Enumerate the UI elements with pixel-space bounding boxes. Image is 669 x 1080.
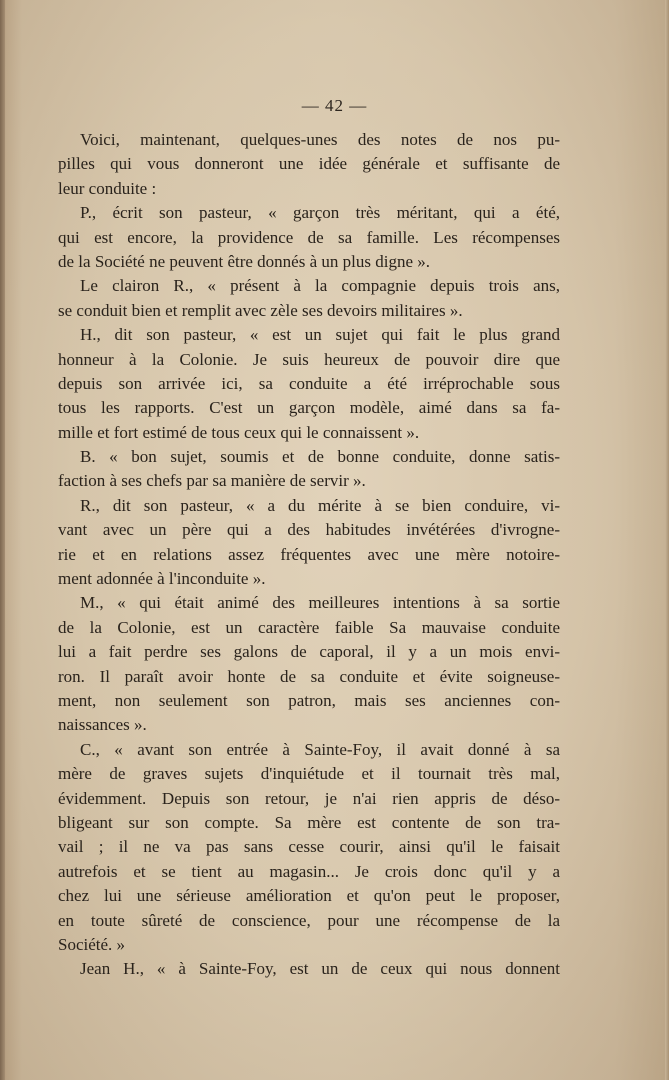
text-line: mille et fort estimé de tous ceux qui le connaissent ».	[58, 422, 420, 442]
text-line: C., « avant son entrée à Sainte-Foy, il avait donné à sa	[80, 739, 560, 759]
text-line: Le clairon R., « présent à la compagnie depuis trois ans,	[80, 276, 560, 296]
text-line: Jean H., « à Sainte-Foy, est un de ceux qui nous donnent	[80, 959, 560, 979]
text-line: rie et en relations assez fréquentes avec une mère notoire-	[58, 544, 560, 564]
page-left-edge	[0, 0, 5, 1080]
text-line: chez lui une sérieuse amélioration et qu'on peut le proposer,	[58, 886, 560, 906]
page-number: — 42 —	[301, 96, 368, 115]
text-line: vant avec un père qui a des habitudes invétérées d'ivrogne-	[58, 520, 560, 540]
text-line: lui a fait perdre ses galons de caporal, il y a un mois envi-	[58, 642, 560, 662]
text-line: M., « qui était animé des meilleures intentions à sa sortie	[80, 593, 560, 613]
text-line: Voici, maintenant, quelques-unes des notes de nos pu-	[80, 130, 560, 149]
text-line: de la Colonie, est un caractère faible Sa mauvaise conduite	[58, 617, 560, 637]
text-line: H., dit son pasteur, « est un sujet qui fait le plus grand	[80, 325, 560, 345]
text-line: naissances ».	[58, 715, 147, 735]
text-line: Société. »	[58, 934, 126, 954]
text-line: qui est encore, la providence de sa famille. Les récompenses	[58, 227, 560, 247]
text-line: autrefois et se tient au magasin... Je crois donc qu'il y a	[58, 861, 560, 881]
text-line: pilles qui vous donneront une idée générale et suffisante de	[58, 154, 560, 174]
text-line: ment, non seulement son patron, mais ses anciennes con-	[58, 690, 560, 710]
text-line: ron. Il paraît avoir honte de sa conduite et évite soigneuse-	[58, 666, 560, 686]
page-right-edge	[665, 0, 669, 1080]
text-line: tous les rapports. C'est un garçon modèle, aimé dans sa fa-	[58, 398, 560, 418]
text-line: faction à ses chefs par sa manière de servir ».	[58, 471, 366, 491]
text-line: évidemment. Depuis son retour, je n'ai rien appris de déso-	[58, 788, 560, 808]
text-line: de la Société ne peuvent être donnés à un plus digne ».	[58, 251, 430, 271]
text-line: vail ; il ne va pas sans cesse courir, ainsi qu'il le faisait	[58, 837, 560, 857]
text-line: mère de graves sujets d'inquiétude et il tournait très mal,	[58, 764, 560, 784]
text-line: en toute sûreté de conscience, pour une récompense de la	[58, 910, 560, 930]
text-line: leur conduite :	[58, 178, 157, 198]
text-line: se conduit bien et remplit avec zèle ses devoirs militaires ».	[58, 300, 463, 320]
body-text	[58, 128, 560, 982]
text-line: P., écrit son pasteur, « garçon très méritant, qui a été,	[80, 203, 560, 223]
text-line: bligeant sur son compte. Sa mère est contente de son tra-	[58, 812, 560, 832]
text-line: honneur à la Colonie. Je suis heureux de pouvoir dire que	[58, 349, 560, 369]
text-line: R., dit son pasteur, « a du mérite à se bien conduire, vi-	[80, 495, 560, 515]
text-line: depuis son arrivée ici, sa conduite a été irréprochable sous	[58, 373, 560, 393]
text-line: B. « bon sujet, soumis et de bonne conduite, donne satis-	[80, 447, 560, 467]
text-line: ment adonnée à l'inconduite ».	[58, 569, 266, 589]
